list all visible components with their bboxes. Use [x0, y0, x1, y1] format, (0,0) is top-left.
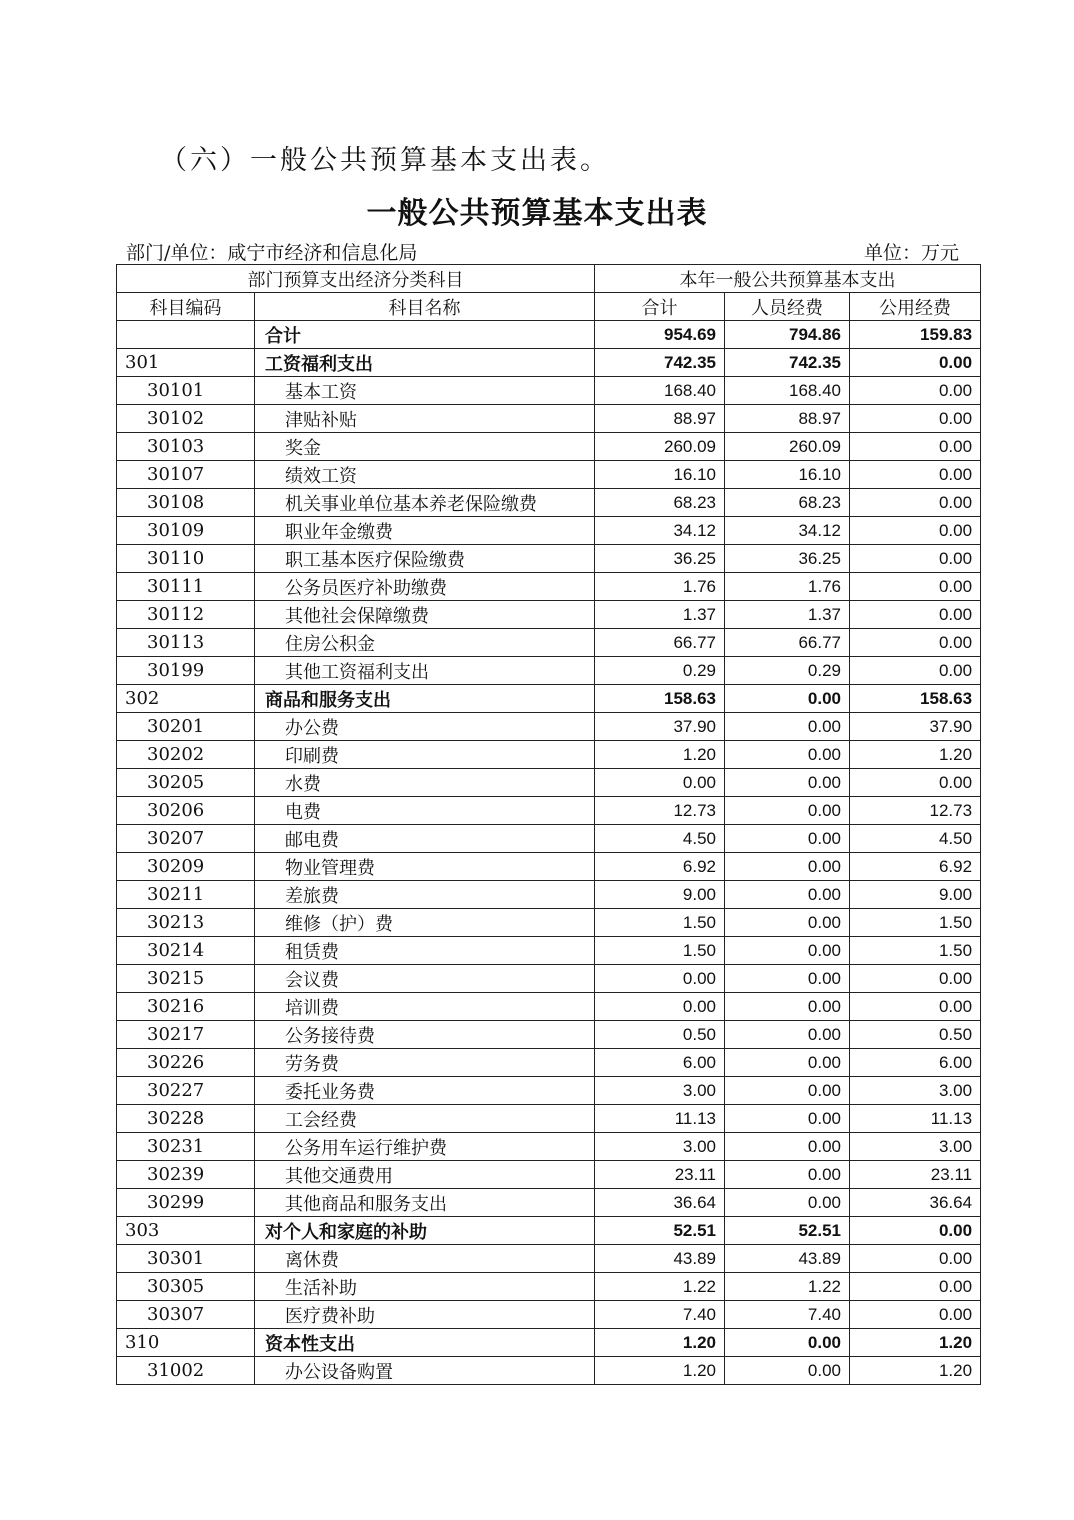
row-public: 0.00 — [850, 461, 981, 489]
row-total: 954.69 — [595, 321, 725, 349]
row-public: 0.00 — [850, 657, 981, 685]
table-row — [117, 629, 981, 657]
row-code: 30112 — [117, 601, 255, 629]
row-public: 3.00 — [850, 1077, 981, 1105]
row-personnel: 260.09 — [725, 433, 850, 461]
table-body — [117, 321, 981, 1385]
row-total: 0.29 — [595, 657, 725, 685]
row-total: 158.63 — [595, 685, 725, 713]
row-name: 机关事业单位基本养老保险缴费 — [255, 489, 595, 517]
table-row — [117, 993, 981, 1021]
row-personnel: 0.00 — [725, 993, 850, 1021]
row-name: 公务用车运行维护费 — [255, 1133, 595, 1161]
row-public: 1.50 — [850, 909, 981, 937]
row-personnel: 43.89 — [725, 1245, 850, 1273]
row-code: 30103 — [117, 433, 255, 461]
row-personnel: 0.00 — [725, 1357, 850, 1385]
row-personnel: 7.40 — [725, 1301, 850, 1329]
row-total: 0.00 — [595, 993, 725, 1021]
header-group-row — [117, 265, 981, 293]
row-total: 11.13 — [595, 1105, 725, 1133]
group-row — [117, 349, 981, 377]
row-total: 66.77 — [595, 629, 725, 657]
row-code: 30207 — [117, 825, 255, 853]
row-total: 1.20 — [595, 1329, 725, 1357]
row-total: 260.09 — [595, 433, 725, 461]
group-row — [117, 685, 981, 713]
row-total: 37.90 — [595, 713, 725, 741]
row-name: 办公费 — [255, 713, 595, 741]
row-code: 30239 — [117, 1161, 255, 1189]
row-code: 30202 — [117, 741, 255, 769]
row-total: 0.50 — [595, 1021, 725, 1049]
row-code: 30102 — [117, 405, 255, 433]
row-name: 差旅费 — [255, 881, 595, 909]
table-row — [117, 1161, 981, 1189]
row-code: 30228 — [117, 1105, 255, 1133]
row-personnel: 0.00 — [725, 1161, 850, 1189]
row-public: 0.00 — [850, 1301, 981, 1329]
row-code: 30305 — [117, 1273, 255, 1301]
row-personnel: 0.00 — [725, 881, 850, 909]
row-public: 12.73 — [850, 797, 981, 825]
row-personnel: 0.00 — [725, 1329, 850, 1357]
header-code: 科目编码 — [117, 293, 255, 321]
section-heading: （六）一般公共预算基本支出表。 — [160, 145, 610, 176]
table-row — [117, 657, 981, 685]
table-row — [117, 713, 981, 741]
row-code: 31002 — [117, 1357, 255, 1385]
row-personnel: 88.97 — [725, 405, 850, 433]
row-personnel: 1.22 — [725, 1273, 850, 1301]
row-code: 30213 — [117, 909, 255, 937]
table-row — [117, 1245, 981, 1273]
group-row — [117, 1217, 981, 1245]
row-total: 1.50 — [595, 909, 725, 937]
row-total: 43.89 — [595, 1245, 725, 1273]
row-personnel: 1.37 — [725, 601, 850, 629]
row-personnel: 0.00 — [725, 1105, 850, 1133]
row-total: 68.23 — [595, 489, 725, 517]
row-name: 培训费 — [255, 993, 595, 1021]
row-public: 1.50 — [850, 937, 981, 965]
row-code: 30299 — [117, 1189, 255, 1217]
row-name: 物业管理费 — [255, 853, 595, 881]
row-personnel: 0.00 — [725, 741, 850, 769]
row-code: 30201 — [117, 713, 255, 741]
row-public: 0.00 — [850, 573, 981, 601]
row-name: 公务员医疗补助缴费 — [255, 573, 595, 601]
row-code: 30110 — [117, 545, 255, 573]
row-name: 公务接待费 — [255, 1021, 595, 1049]
row-code: 30113 — [117, 629, 255, 657]
row-code: 30107 — [117, 461, 255, 489]
row-public: 0.00 — [850, 433, 981, 461]
row-public: 0.00 — [850, 993, 981, 1021]
row-name: 租赁费 — [255, 937, 595, 965]
row-personnel: 0.00 — [725, 713, 850, 741]
row-code: 30209 — [117, 853, 255, 881]
row-total: 3.00 — [595, 1077, 725, 1105]
row-total: 1.20 — [595, 1357, 725, 1385]
row-total: 6.00 — [595, 1049, 725, 1077]
row-name: 劳务费 — [255, 1049, 595, 1077]
table-row — [117, 1021, 981, 1049]
row-total: 9.00 — [595, 881, 725, 909]
group-row — [117, 1329, 981, 1357]
row-code: 30211 — [117, 881, 255, 909]
table-row — [117, 573, 981, 601]
row-total: 3.00 — [595, 1133, 725, 1161]
table-row — [117, 909, 981, 937]
row-name: 职工基本医疗保险缴费 — [255, 545, 595, 573]
table-row — [117, 405, 981, 433]
table-row — [117, 545, 981, 573]
row-total: 4.50 — [595, 825, 725, 853]
table-row — [117, 769, 981, 797]
row-name: 其他社会保障缴费 — [255, 601, 595, 629]
row-total: 168.40 — [595, 377, 725, 405]
row-personnel: 66.77 — [725, 629, 850, 657]
row-personnel: 0.00 — [725, 1021, 850, 1049]
row-public: 0.00 — [850, 1217, 981, 1245]
row-name: 会议费 — [255, 965, 595, 993]
row-total: 1.22 — [595, 1273, 725, 1301]
table-row — [117, 601, 981, 629]
header-economic-category: 部门预算支出经济分类科目 — [117, 265, 595, 293]
row-name: 邮电费 — [255, 825, 595, 853]
row-total: 16.10 — [595, 461, 725, 489]
table-row — [117, 1105, 981, 1133]
header-public: 公用经费 — [850, 293, 981, 321]
row-code — [117, 321, 255, 349]
row-name: 其他交通费用 — [255, 1161, 595, 1189]
row-personnel: 0.00 — [725, 769, 850, 797]
row-code: 30111 — [117, 573, 255, 601]
row-public: 6.92 — [850, 853, 981, 881]
header-personnel: 人员经费 — [725, 293, 850, 321]
row-public: 0.00 — [850, 349, 981, 377]
row-name: 合计 — [255, 321, 595, 349]
row-personnel: 0.00 — [725, 825, 850, 853]
row-code: 30108 — [117, 489, 255, 517]
row-name: 电费 — [255, 797, 595, 825]
row-personnel: 168.40 — [725, 377, 850, 405]
row-public: 0.00 — [850, 1245, 981, 1273]
row-total: 1.76 — [595, 573, 725, 601]
row-public: 0.00 — [850, 489, 981, 517]
row-code: 30217 — [117, 1021, 255, 1049]
row-public: 1.20 — [850, 1329, 981, 1357]
row-code: 30216 — [117, 993, 255, 1021]
table-row — [117, 1273, 981, 1301]
row-code: 30101 — [117, 377, 255, 405]
row-public: 0.00 — [850, 517, 981, 545]
row-public: 0.00 — [850, 965, 981, 993]
row-personnel: 0.00 — [725, 685, 850, 713]
table-row — [117, 1133, 981, 1161]
row-public: 23.11 — [850, 1161, 981, 1189]
row-name: 离休费 — [255, 1245, 595, 1273]
row-name: 绩效工资 — [255, 461, 595, 489]
row-total: 0.00 — [595, 769, 725, 797]
row-public: 158.63 — [850, 685, 981, 713]
row-personnel: 0.00 — [725, 1077, 850, 1105]
row-total: 36.64 — [595, 1189, 725, 1217]
table-row — [117, 517, 981, 545]
header-column-row — [117, 293, 981, 321]
row-total: 7.40 — [595, 1301, 725, 1329]
row-public: 1.20 — [850, 1357, 981, 1385]
row-name: 维修（护）费 — [255, 909, 595, 937]
unit-label: 单位：万元 — [864, 242, 960, 264]
row-name: 商品和服务支出 — [255, 685, 595, 713]
row-code: 302 — [117, 685, 255, 713]
table-title: 一般公共预算基本支出表 — [366, 196, 708, 231]
row-personnel: 0.00 — [725, 937, 850, 965]
row-total: 36.25 — [595, 545, 725, 573]
row-total: 742.35 — [595, 349, 725, 377]
table-row — [117, 797, 981, 825]
department-label: 部门/单位：咸宁市经济和信息化局 — [126, 242, 418, 264]
row-personnel: 16.10 — [725, 461, 850, 489]
table-row — [117, 1301, 981, 1329]
table-row — [117, 433, 981, 461]
row-total: 88.97 — [595, 405, 725, 433]
row-code: 30205 — [117, 769, 255, 797]
row-public: 0.00 — [850, 405, 981, 433]
row-public: 0.00 — [850, 601, 981, 629]
row-name: 办公设备购置 — [255, 1357, 595, 1385]
row-code: 30227 — [117, 1077, 255, 1105]
row-public: 0.00 — [850, 377, 981, 405]
row-public: 0.00 — [850, 545, 981, 573]
row-code: 30301 — [117, 1245, 255, 1273]
row-name: 水费 — [255, 769, 595, 797]
row-name: 住房公积金 — [255, 629, 595, 657]
row-personnel: 0.00 — [725, 853, 850, 881]
table-row — [117, 1189, 981, 1217]
row-public: 37.90 — [850, 713, 981, 741]
row-personnel: 0.00 — [725, 1189, 850, 1217]
row-public: 0.00 — [850, 629, 981, 657]
table-row — [117, 853, 981, 881]
row-public: 0.00 — [850, 1273, 981, 1301]
row-public: 4.50 — [850, 825, 981, 853]
row-personnel: 0.00 — [725, 965, 850, 993]
row-code: 30199 — [117, 657, 255, 685]
table-row — [117, 741, 981, 769]
row-name: 委托业务费 — [255, 1077, 595, 1105]
row-total: 0.00 — [595, 965, 725, 993]
row-public: 159.83 — [850, 321, 981, 349]
row-name: 其他工资福利支出 — [255, 657, 595, 685]
row-total: 6.92 — [595, 853, 725, 881]
row-public: 0.00 — [850, 769, 981, 797]
row-total: 1.50 — [595, 937, 725, 965]
row-personnel: 0.29 — [725, 657, 850, 685]
row-total: 34.12 — [595, 517, 725, 545]
row-code: 303 — [117, 1217, 255, 1245]
header-name: 科目名称 — [255, 293, 595, 321]
header-basic-expenditure: 本年一般公共预算基本支出 — [595, 265, 981, 293]
row-name: 医疗费补助 — [255, 1301, 595, 1329]
row-personnel: 52.51 — [725, 1217, 850, 1245]
row-public: 11.13 — [850, 1105, 981, 1133]
row-personnel: 0.00 — [725, 909, 850, 937]
row-public: 3.00 — [850, 1133, 981, 1161]
row-total: 1.20 — [595, 741, 725, 769]
total-row — [117, 321, 981, 349]
row-code: 30206 — [117, 797, 255, 825]
row-code: 310 — [117, 1329, 255, 1357]
row-public: 6.00 — [850, 1049, 981, 1077]
row-personnel: 36.25 — [725, 545, 850, 573]
table-row — [117, 881, 981, 909]
row-name: 印刷费 — [255, 741, 595, 769]
row-code: 30109 — [117, 517, 255, 545]
row-personnel: 794.86 — [725, 321, 850, 349]
row-code: 30215 — [117, 965, 255, 993]
row-name: 生活补助 — [255, 1273, 595, 1301]
table-row — [117, 1049, 981, 1077]
row-public: 9.00 — [850, 881, 981, 909]
row-personnel: 34.12 — [725, 517, 850, 545]
row-personnel: 0.00 — [725, 1049, 850, 1077]
row-code: 301 — [117, 349, 255, 377]
table-row — [117, 965, 981, 993]
row-personnel: 0.00 — [725, 797, 850, 825]
row-personnel: 68.23 — [725, 489, 850, 517]
table-row — [117, 489, 981, 517]
row-total: 1.37 — [595, 601, 725, 629]
table-row — [117, 1357, 981, 1385]
row-code: 30214 — [117, 937, 255, 965]
row-personnel: 742.35 — [725, 349, 850, 377]
budget-table — [116, 264, 981, 1385]
row-public: 1.20 — [850, 741, 981, 769]
row-public: 0.50 — [850, 1021, 981, 1049]
row-name: 基本工资 — [255, 377, 595, 405]
row-public: 36.64 — [850, 1189, 981, 1217]
row-name: 资本性支出 — [255, 1329, 595, 1357]
row-personnel: 1.76 — [725, 573, 850, 601]
row-name: 其他商品和服务支出 — [255, 1189, 595, 1217]
row-code: 30226 — [117, 1049, 255, 1077]
header-total: 合计 — [595, 293, 725, 321]
table-row — [117, 825, 981, 853]
table-row — [117, 937, 981, 965]
row-total: 12.73 — [595, 797, 725, 825]
row-name: 工资福利支出 — [255, 349, 595, 377]
row-code: 30307 — [117, 1301, 255, 1329]
row-name: 对个人和家庭的补助 — [255, 1217, 595, 1245]
row-name: 津贴补贴 — [255, 405, 595, 433]
row-name: 工会经费 — [255, 1105, 595, 1133]
table-row — [117, 461, 981, 489]
row-code: 30231 — [117, 1133, 255, 1161]
row-total: 52.51 — [595, 1217, 725, 1245]
table-row — [117, 1077, 981, 1105]
row-total: 23.11 — [595, 1161, 725, 1189]
row-name: 奖金 — [255, 433, 595, 461]
table-row — [117, 377, 981, 405]
row-name: 职业年金缴费 — [255, 517, 595, 545]
row-personnel: 0.00 — [725, 1133, 850, 1161]
